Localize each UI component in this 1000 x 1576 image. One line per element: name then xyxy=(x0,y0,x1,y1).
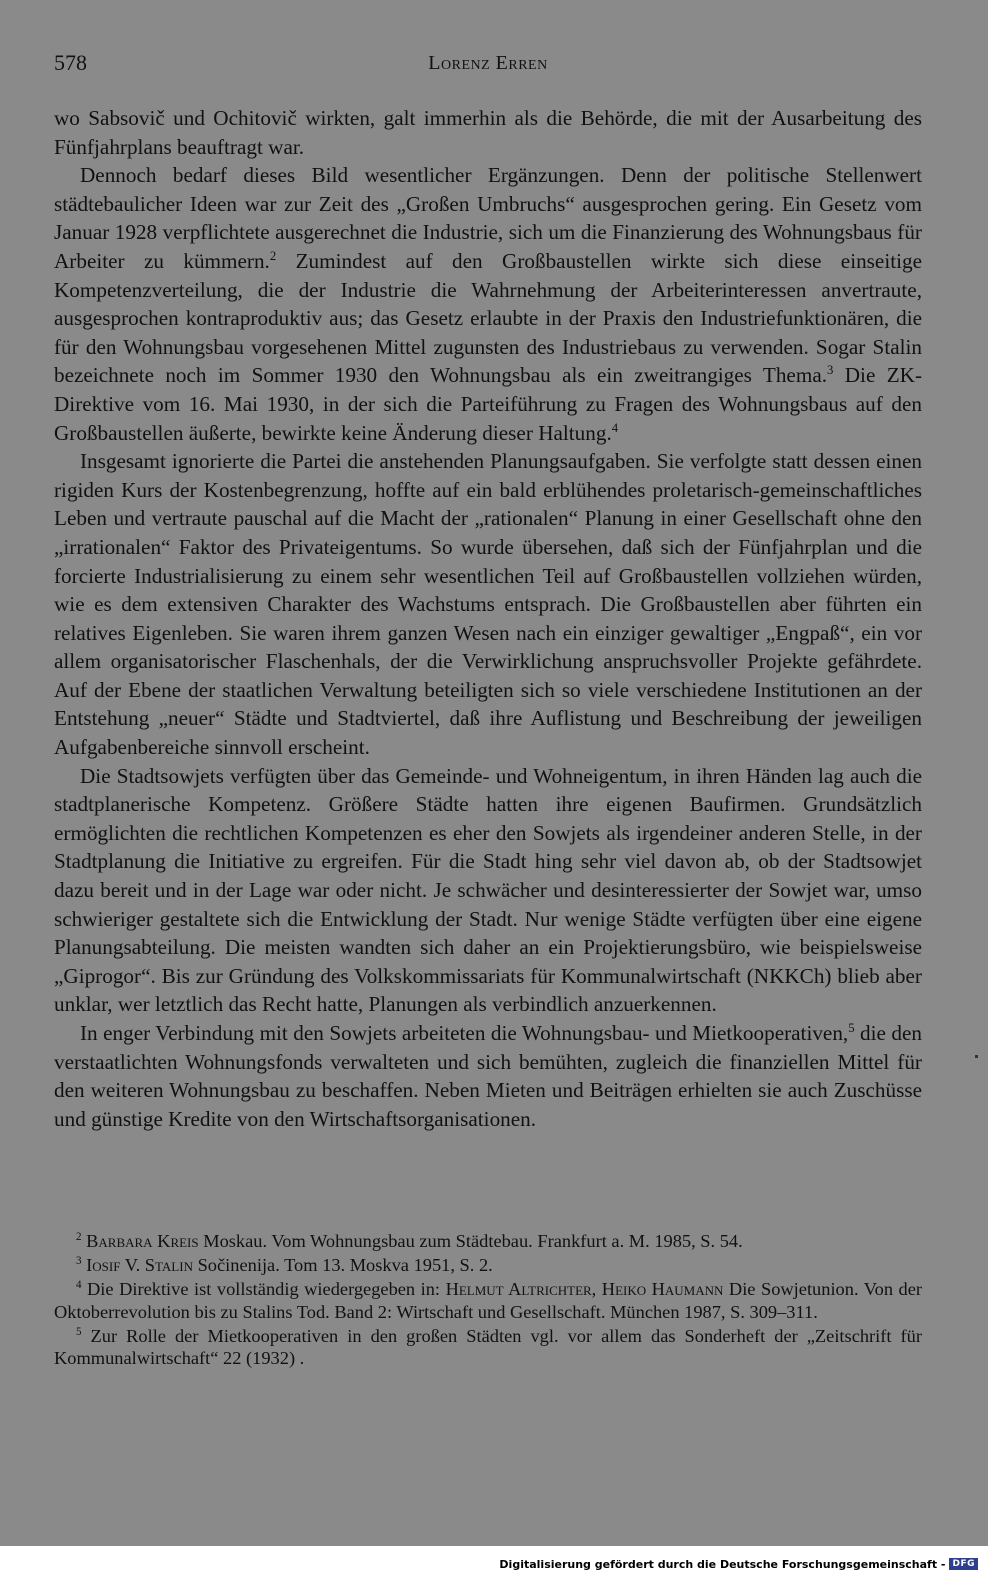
footnote-4 xyxy=(54,1278,922,1323)
paragraph-4 xyxy=(54,762,922,1019)
page-number: 578 xyxy=(54,50,87,75)
paragraph-4-text: Die Stadtsowjets verfügten über das Gemeinde- und Wohneigentum, in ihren Händen lag auch die stadtplanerische Kompetenz. Größere Städte hatten ihre eigenen Baufirmen. Grundsätzlich ermöglichten die rechtlichen Kompetenzen es eher den Sowjets als irgendeiner anderen Stelle, in der Stadtplanung die Initiative zu ergreifen. Für die Stadt hing sehr viel davon ab, ob der Stadtsowjet dazu bereit und in der Lage war oder nicht. Je schwächer und desinteressierter der Sowjet war, umso schwieriger gestaltete sich die Entwicklung der Stadt. Nur wenige Städte verfügten über eine eigene Planungsabteilung. Die meisten wandten sich daher an ein Projektierungsbüro, wie beispielsweise „Giprogor“. Bis zur Gründung des Volkskommissariats für Kommunalwirtschaft (NKKCh) blieb aber unklar, wer letztlich das Recht hatte, Planungen als verbindlich anzuerkennen. xyxy=(54,763,922,1017)
footnote-ref-5[interactable]: 5 xyxy=(848,1020,855,1035)
credit-text: Digitalisierung gefördert durch die Deutsche Forschungsgemeinschaft - xyxy=(499,1557,946,1571)
body-text xyxy=(54,104,922,1133)
footnote-text: Sočinenija. Tom 13. Moskva 1951, S. 2. xyxy=(192,1255,493,1275)
running-head: Lorenz Erren xyxy=(428,52,548,74)
paragraph-5-text-b: die den verstaatlichten Wohnungsfonds verwalteten und sich bemühten, zugleich die finanziellen Mittel für den weiteren Wohnungsbau zu beschaffen. Neben Mieten und Beiträgen erhielten sie auch Zuschüsse und günstige Kredite von den Wirtschaftsorganisationen. xyxy=(54,1021,922,1131)
footnotes xyxy=(54,1230,922,1371)
scan-speck xyxy=(975,1055,978,1058)
paragraph-5-text-a: In enger Verbindung mit den Sowjets arbeiteten die Wohnungsbau- und Mietkooperativen, xyxy=(80,1021,849,1045)
footnote-number: 5 xyxy=(76,1325,82,1338)
paragraph-2-text-c: Die ZK-Direktive vom 16. Mai 1930, in der sich die Parteiführung zu Fragen des Wohnungsbaus auf den Großbaustellen äußerte, bewirkte keine Änderung dieser Haltung. xyxy=(54,363,922,445)
footnote-3 xyxy=(54,1254,922,1277)
footnote-ref-2[interactable]: 2 xyxy=(269,248,277,263)
footnote-text: Moskau. Vom Wohnungsbau zum Städtebau. Frankfurt a. M. 1985, S. 54. xyxy=(198,1231,743,1251)
paragraph-3 xyxy=(54,447,922,762)
paragraph-2 xyxy=(54,161,922,447)
dfg-logo: DFG xyxy=(949,1558,978,1570)
footnote-text: Die Sowjetunion. Von der Oktoberrevolution bis zu Stalins Tod. Band 2: Wirtschaft und Gesellschaft. München 1987, S. 309–311. xyxy=(54,1279,923,1322)
footnote-number: 4 xyxy=(76,1278,82,1291)
paragraph-2-text-a: Dennoch bedarf dieses Bild wesentlicher Ergänzungen. Denn der politische Stellenwert städtebaulicher Ideen war zur Zeit des „Großen Umbruchs“ ausgesprochen gering. Ein Gesetz vom Januar 1928 verpflichtete ausgerechnet die Industrie, sich um die Finanzierung des Wohnungsbaus für Arbeiter zu kümmern. xyxy=(54,163,922,273)
footnote-5 xyxy=(54,1325,922,1370)
paragraph-3-text: Insgesamt ignorierte die Partei die anstehenden Planungsaufgaben. Sie verfolgte statt dessen einen rigiden Kurs der Kostenbegrenzung, hoffte auf ein bald erblühendes proletarisch-gemeinschaftliches Leben und vertraute pauschal auf die Macht der „rationalen“ Planung in einer Gesellschaft ohne den „irrationalen“ Faktor des Privateigentums. So wurde übersehen, daß sich der Fünfjahrplan und die forcierte Industrialisierung zu einem sehr wesentlichen Teil auf Großbaustellen vollziehen würden, wie es dem extensiven Charakter des Wachstums entsprach. Die Großbaustellen aber führten ein relatives Eigenleben. Sie waren ihrem ganzen Wesen nach ein einziger gewaltiger „Engpaß“, ein vor allem organisatorischer Flaschenhals, der die Verwirklichung anspruchsvoller Projekte gefährdete. Auf der Ebene der staatlichen Verwaltung beteiligten sich so viele verschiedene Institutionen an der Entstehung „neuer“ Städte und Stadtviertel, daß ihre Auflistung und Beschreibung der jeweiligen Aufgabenbereiche sinnvoll erscheint. xyxy=(54,449,922,760)
footnote-number: 2 xyxy=(76,1230,82,1243)
paragraph-2-text-b: Zumindest auf den Großbaustellen wirkte sich diese einseitige Kompetenzverteilung, die der Industrie die Wahrnehmung der Arbeiterinteressen anvertraute, ausgesprochen kontraproduktiv aus; das Gesetz erlaubte in der Praxis den Industriefunktionären, die für den Wohnungsbau vorgesehenen Mittel zugunsten des Industriebaus zu verwenden. Sogar Stalin bezeichnete noch im Sommer 1930 den Wohnungsbau als ein zweitrangiges Thema. xyxy=(54,248,922,388)
footnote-ref-4[interactable]: 4 xyxy=(611,420,619,435)
footnote-number: 3 xyxy=(76,1254,82,1267)
page-header xyxy=(54,50,922,80)
footnote-ref-3[interactable]: 3 xyxy=(827,363,834,378)
footnote-lead-text: Die Direktive ist vollständig wiedergegeben in: xyxy=(81,1279,446,1299)
paragraph-5 xyxy=(54,1019,922,1133)
paragraph-1-text: wo Sabsovič und Ochitovič wirkten, galt immerhin als die Behörde, die mit der Ausarbeitung des Fünfjahrplans beauftragt war. xyxy=(54,106,922,159)
paragraph-1 xyxy=(54,104,922,161)
footnote-author: Barbara Kreis xyxy=(86,1231,199,1251)
footnote-author: Iosif V. Stalin xyxy=(86,1255,193,1275)
footnote-text: Zur Rolle der Mietkooperativen in den großen Städten vgl. vor allem das Sonderheft der „Zeitschrift für Kommunalwirtschaft“ 22 (1932) . xyxy=(54,1325,922,1368)
footnote-author: Helmut Altrichter, Heiko Haumann xyxy=(445,1279,724,1299)
digitization-credit xyxy=(499,1552,978,1576)
footnote-2 xyxy=(54,1230,922,1253)
